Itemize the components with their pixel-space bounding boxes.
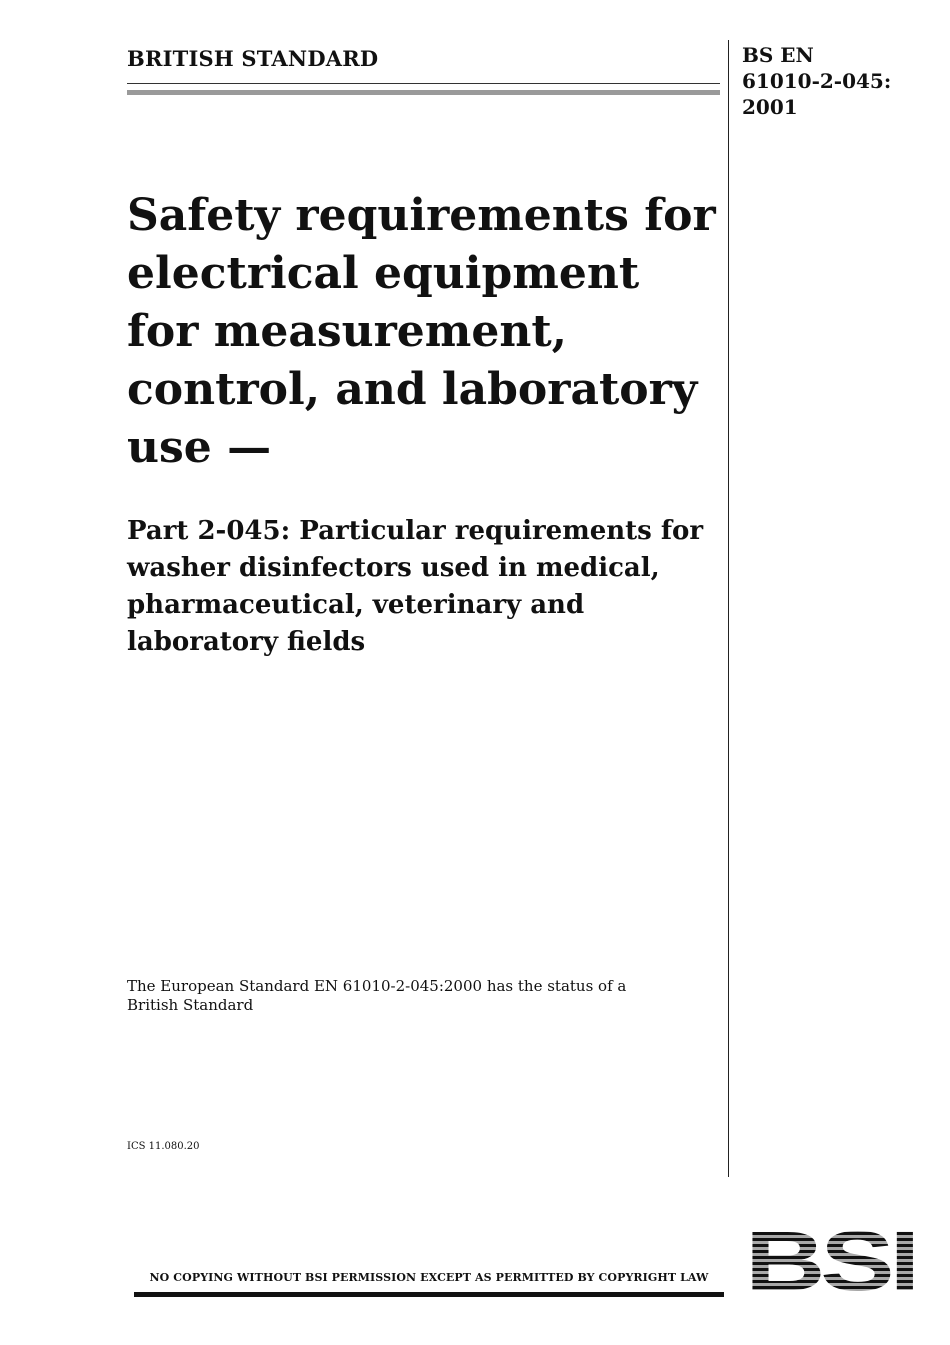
header-rule-thick <box>127 90 720 95</box>
document-number-line: 2001 <box>742 95 798 119</box>
part-title-line: pharmaceutical, veterinary and <box>127 590 585 620</box>
bsi-logo <box>744 1220 916 1298</box>
part-title <box>127 513 725 661</box>
bsi-logo-text: BSI <box>745 1220 915 1298</box>
margin-vertical-rule <box>728 40 729 1177</box>
standard-type-label: BRITISH STANDARD <box>127 46 379 71</box>
main-title-line: use — <box>127 422 272 473</box>
status-note <box>127 977 687 1015</box>
footer-rule <box>134 1292 724 1297</box>
header-rule-thin <box>127 83 720 84</box>
main-title-line: electrical equipment <box>127 248 640 299</box>
part-title-line: laboratory fields <box>127 627 366 657</box>
main-title <box>127 187 725 477</box>
status-note-line: The European Standard EN 61010-2-045:2000 has the status of a <box>127 977 627 995</box>
ics-code: ICS 11.080.20 <box>127 1141 200 1152</box>
main-title-line: for measurement, <box>127 306 567 357</box>
document-number <box>742 42 937 120</box>
main-title-line: Safety requirements for <box>127 190 716 241</box>
part-title-line: Part 2-045: Particular requirements for <box>127 516 704 546</box>
main-title-line: control, and laboratory <box>127 364 698 415</box>
status-note-line: British Standard <box>127 996 254 1014</box>
part-title-line: washer disinfectors used in medical, <box>127 553 660 583</box>
copyright-notice: NO COPYING WITHOUT BSI PERMISSION EXCEPT AS PERMITTED BY COPYRIGHT LAW <box>149 1271 709 1284</box>
document-number-line: 61010-2-045: <box>742 69 892 93</box>
document-number-line: BS EN <box>742 43 814 67</box>
